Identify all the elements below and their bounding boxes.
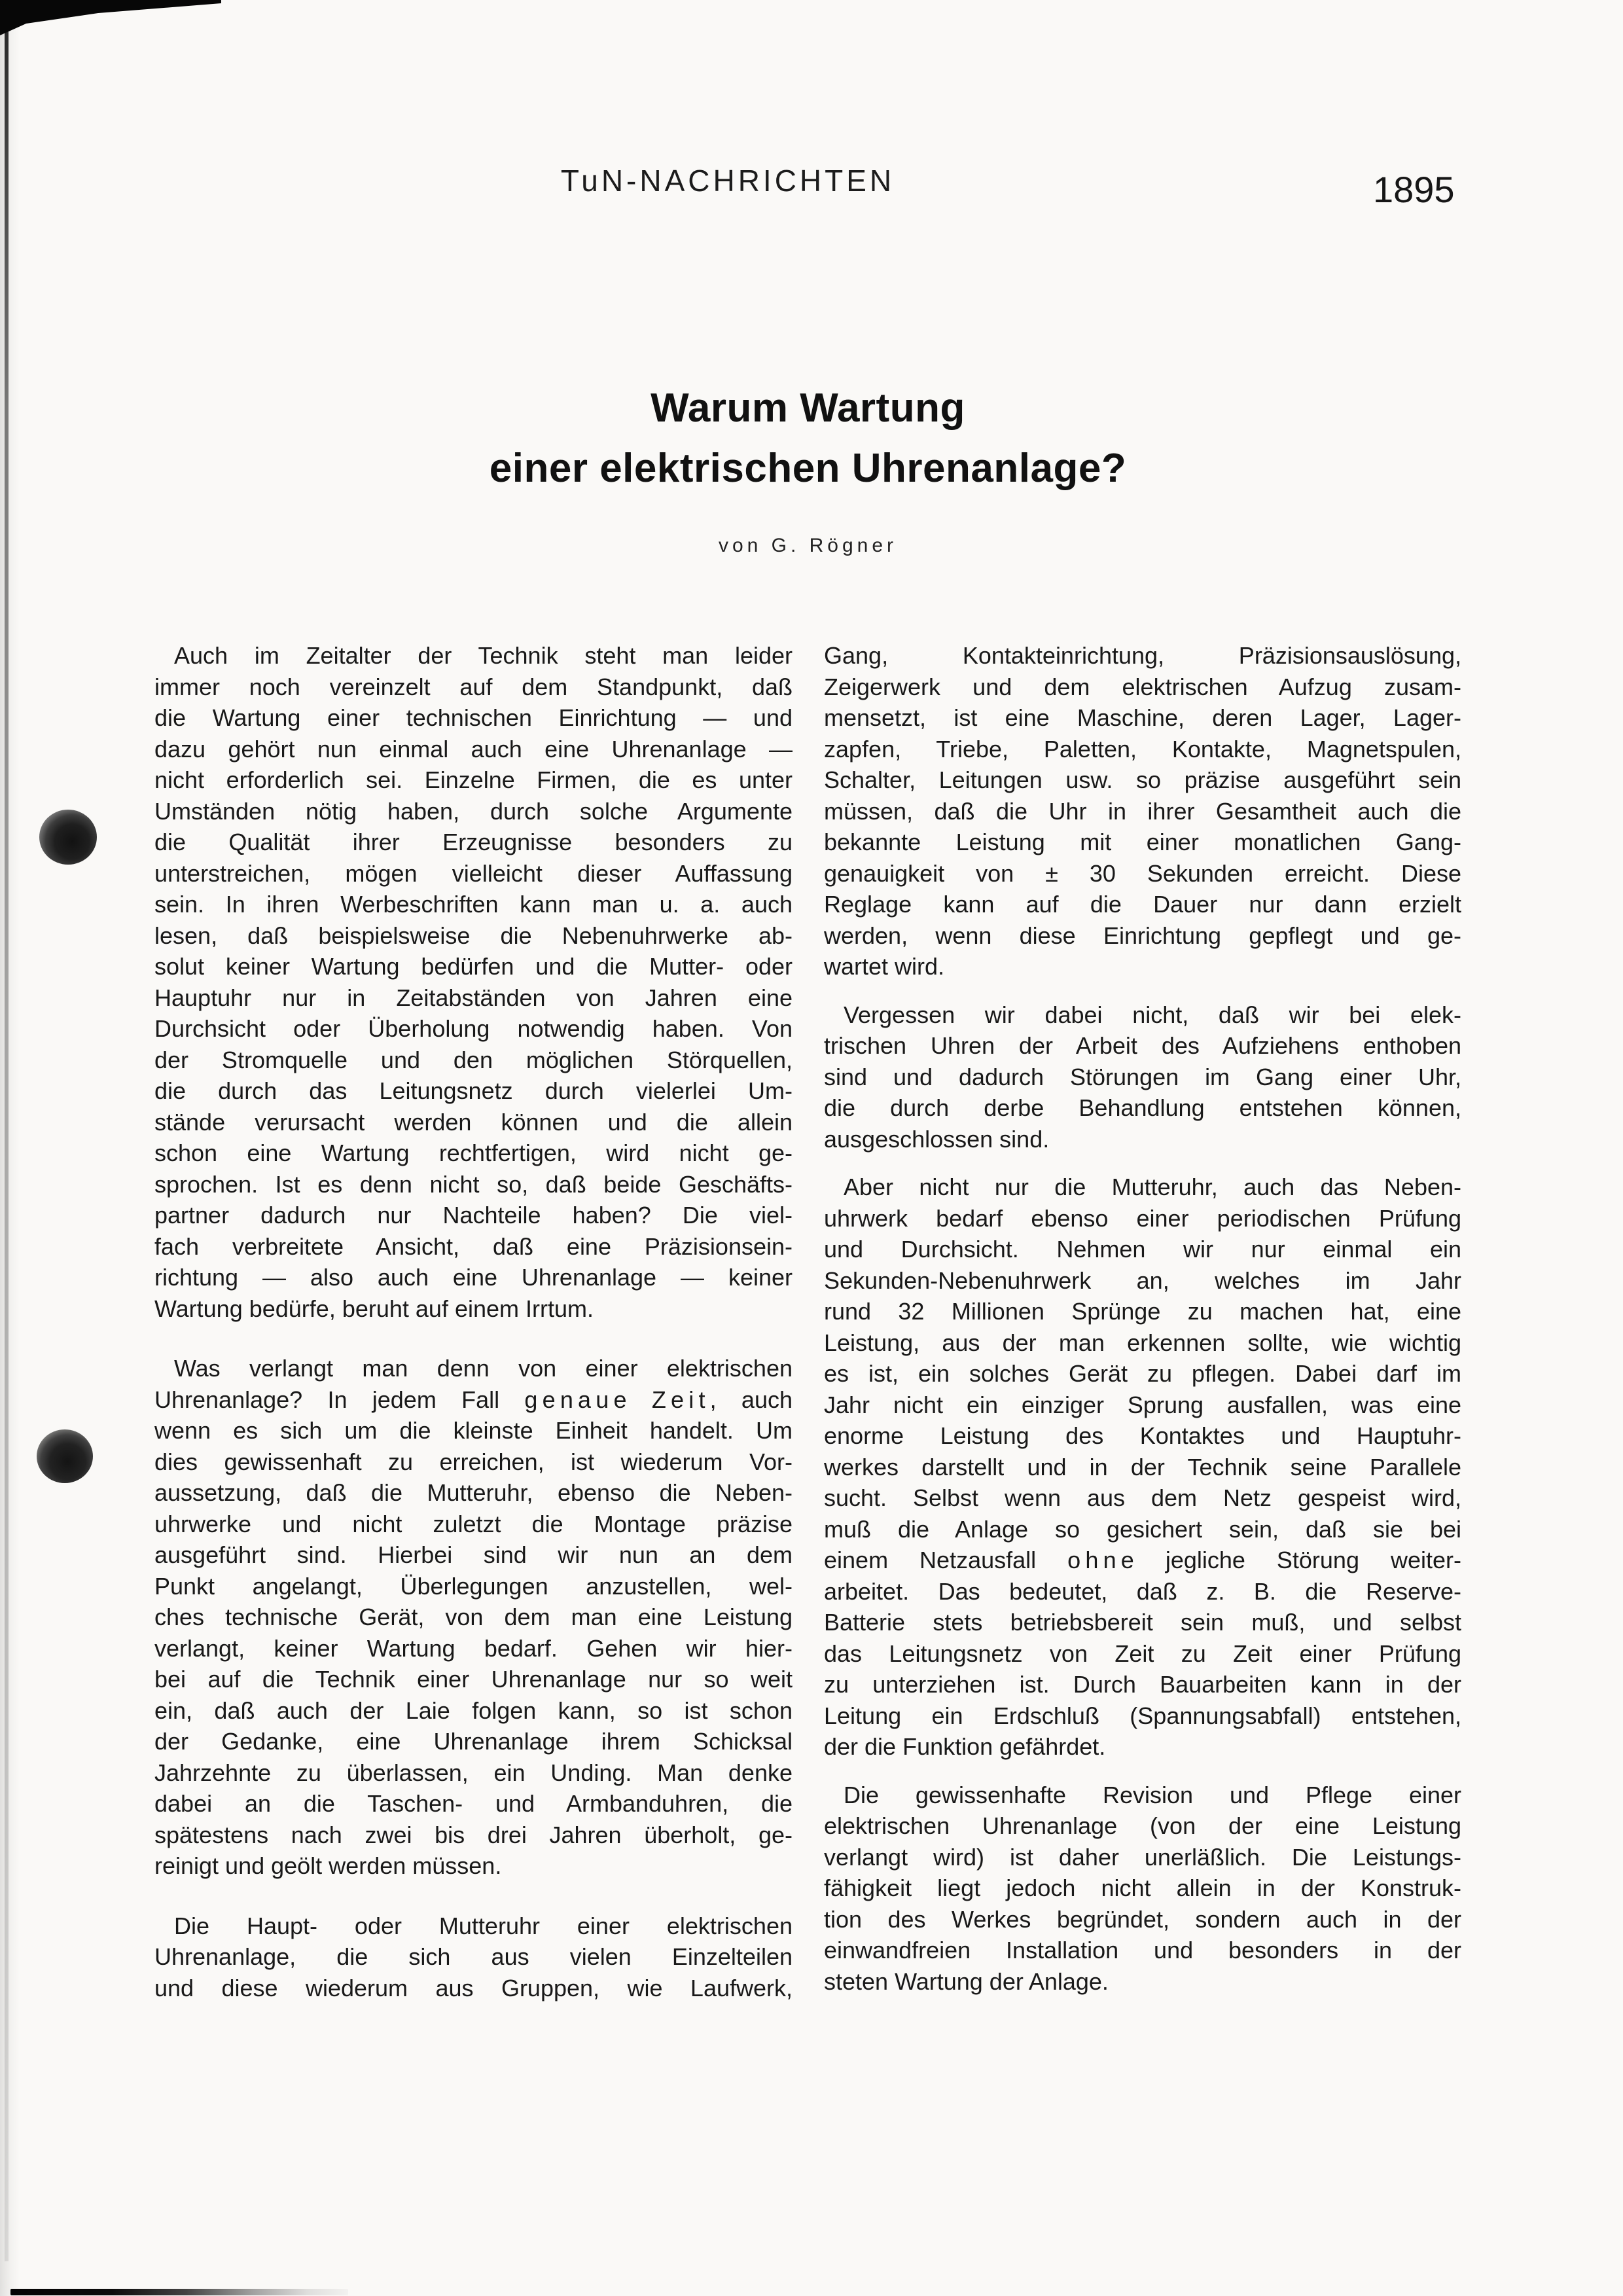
scan-corner-wedge: [0, 0, 223, 37]
text-line: uhrwerke und nicht zuletzt die Montage präzise: [154, 1510, 793, 1537]
text-line: verlangt wird) ist daher unerläßlich. Die Leistungs-: [824, 1843, 1461, 1871]
text-line: aussetzung, daß die Mutteruhr, ebenso die Neben-: [154, 1479, 793, 1506]
text-line: tion des Werkes begründet, sondern auch in der: [824, 1905, 1461, 1933]
hole-punch-bottom: [37, 1429, 93, 1483]
text-line: Die gewissenhafte Revision und Pflege einer: [844, 1781, 1461, 1808]
text-line: Jahrzehnte zu überlassen, ein Unding. Man denke: [154, 1759, 793, 1786]
text-line: Wartung bedürfe, beruht auf einem Irrtum.: [154, 1295, 594, 1322]
text-line: Batterie stets betriebsbereit sein muß, und selbst: [824, 1609, 1461, 1636]
text-line: ausgeführt sind. Hierbei sind wir nun an dem: [154, 1541, 793, 1568]
text-line: immer noch vereinzelt auf dem Standpunkt, daß: [154, 673, 793, 700]
text-column-right: [824, 640, 1461, 1997]
text-line: Leistung, aus der man erkennen sollte, wie wichtig: [824, 1329, 1461, 1356]
text-line: bei auf die Technik einer Uhrenanlage nur so weit: [154, 1666, 793, 1693]
paragraph: [824, 999, 1461, 1155]
hole-punch-top: [39, 810, 97, 865]
article-head: [154, 378, 1461, 559]
paragraph: [824, 1780, 1461, 1998]
paragraph: [824, 1172, 1461, 1763]
article-title-line-1: Warum Wartung: [651, 386, 965, 431]
text-line: rund 32 Millionen Sprünge zu machen hat, eine: [824, 1298, 1461, 1325]
text-line: ches technische Gerät, von dem man eine Leistung: [154, 1604, 793, 1630]
text-line: die Wartung einer technischen Einrichtung — und: [154, 704, 793, 731]
paragraph: [154, 640, 793, 1324]
text-line: stände verursacht werden können und die allein: [154, 1108, 793, 1136]
text-line: es ist, ein solches Gerät zu pflegen. Dabei darf im: [824, 1360, 1461, 1387]
text-line: die Qualität ihrer Erzeugnisse besonders zu: [154, 829, 793, 855]
text-line: sind und dadurch Störungen im Gang einer Uhr,: [824, 1063, 1461, 1090]
text-line: einwandfreien Installation und besonders in der: [824, 1937, 1461, 1964]
text-line: und diese wiederum aus Gruppen, wie Laufwerk,: [154, 1974, 793, 2001]
text-line: dies gewissenhaft zu erreichen, ist wiederum Vor-: [154, 1448, 793, 1475]
text-line: die durch derbe Behandlung entstehen können,: [824, 1094, 1461, 1121]
text-line: dazu gehört nun einmal auch eine Uhrenanlage —: [154, 735, 793, 762]
text-line: der Gedanke, eine Uhrenanlage ihrem Schicksal: [154, 1728, 793, 1755]
paragraph: [154, 1910, 793, 2004]
text-line: Die Haupt- oder Mutteruhr einer elektrischen: [174, 1912, 793, 1939]
text-line: sucht. Selbst wenn aus dem Netz gespeist wird,: [824, 1484, 1461, 1511]
text-line: müssen, daß die Uhr in ihrer Gesamtheit auch die: [824, 797, 1461, 825]
scan-edge-line: [5, 0, 9, 2261]
text-line: wartet wird.: [824, 953, 945, 980]
text-line: einem Netzausfall o h n e jegliche Störung weiter-: [824, 1547, 1461, 1573]
text-line: Gang, Kontakteinrichtung, Präzisionsauslösung,: [824, 642, 1461, 669]
text-line: Uhrenanlage? In jedem Fall g e n a u e Z e i t , auch: [154, 1386, 793, 1413]
text-line: genauigkeit von ± 30 Sekunden erreicht. Diese: [824, 859, 1461, 887]
article-byline: von G. Rögner: [718, 535, 898, 556]
text-line: lesen, daß beispielsweise die Nebenuhrwerke ab-: [154, 922, 793, 949]
text-line: fähigkeit liegt jedoch nicht allein in der Konstruk-: [824, 1874, 1461, 1901]
text-line: mensetzt, ist eine Maschine, deren Lager, Lager-: [824, 704, 1461, 731]
paragraph: [154, 1353, 793, 1882]
text-line: Jahr nicht ein einziger Sprung ausfallen, was eine: [824, 1391, 1461, 1418]
text-line: nicht erforderlich sei. Einzelne Firmen, die es unter: [154, 766, 793, 793]
text-line: werkes darstellt und in der Technik seine Parallele: [824, 1453, 1461, 1480]
text-line: arbeitet. Das bedeutet, daß z. B. die Reserve-: [824, 1577, 1461, 1605]
text-column-left: [154, 640, 793, 2003]
text-line: Uhrenanlage, die sich aus vielen Einzelteilen: [154, 1943, 793, 1970]
text-line: uhrwerk bedarf ebenso einer periodischen Prüfung: [824, 1204, 1461, 1232]
text-line: das Leitungsnetz von Zeit zu Zeit einer Prüfung: [824, 1640, 1461, 1667]
text-line: verlangt, keiner Wartung bedarf. Gehen wir hier-: [154, 1634, 793, 1662]
text-line: partner dadurch nur Nachteile haben? Die viel-: [154, 1202, 793, 1229]
text-line: unterstreichen, mögen vielleicht dieser Auffassung: [154, 859, 793, 887]
text-line: muß die Anlage so gesichert sein, daß sie bei: [824, 1515, 1461, 1543]
text-line: schon eine Wartung rechtfertigen, wird nicht ge-: [154, 1139, 793, 1166]
text-line: Zeigerwerk und dem elektrischen Aufzug zusam-: [824, 673, 1461, 700]
text-line: Reglage kann auf die Dauer nur dann erzielt: [824, 891, 1461, 918]
text-line: spätestens nach zwei bis drei Jahren überholt, ge-: [154, 1821, 793, 1848]
text-line: reinigt und geölt werden müssen.: [154, 1852, 502, 1879]
text-line: ein, daß auch der Laie folgen kann, so ist schon: [154, 1696, 793, 1724]
text-line: Leitung ein Erdschluß (Spannungsabfall) entstehen,: [824, 1702, 1461, 1729]
text-line: Schalter, Leitungen usw. so präzise ausgeführt sein: [824, 766, 1461, 793]
text-line: fach verbreitete Ansicht, daß eine Präzisionsein-: [154, 1232, 793, 1260]
text-line: Hauptuhr nur in Zeitabständen von Jahren eine: [154, 984, 793, 1011]
scan-edge-shadow: [0, 0, 20, 2296]
text-line: steten Wartung der Anlage.: [824, 1967, 1109, 1995]
text-line: und Durchsicht. Nehmen wir nur einmal ein: [824, 1236, 1461, 1263]
text-line: solut keiner Wartung bedürfen und die Mutter- oder: [154, 953, 793, 980]
text-line: Auch im Zeitalter der Technik steht man leider: [174, 642, 793, 669]
text-line: Punkt angelangt, Überlegungen anzustellen, wel-: [154, 1572, 793, 1600]
text-line: die durch das Leitungsnetz durch vielerlei Um-: [154, 1077, 793, 1104]
text-line: werden, wenn diese Einrichtung gepflegt und ge-: [824, 922, 1461, 949]
text-line: Sekunden-Nebenuhrwerk an, welches im Jahr: [824, 1266, 1461, 1294]
text-line: dabei an die Taschen- und Armbanduhren, die: [154, 1790, 793, 1817]
text-line: bekannte Leistung mit einer monatlichen Gang-: [824, 829, 1461, 855]
text-line: trischen Uhren der Arbeit des Aufziehens enthoben: [824, 1032, 1461, 1059]
text-line: richtung — also auch eine Uhrenanlage — keiner: [154, 1264, 793, 1291]
text-line: enorme Leistung des Kontaktes und Hauptuhr-: [824, 1422, 1461, 1449]
scan-bottom-bar: [10, 2289, 348, 2295]
text-line: Durchsicht oder Überholung notwendig haben. Von: [154, 1015, 793, 1042]
text-line: Vergessen wir dabei nicht, daß wir bei elek-: [844, 1001, 1461, 1028]
text-line: zapfen, Triebe, Paletten, Kontakte, Magnetspulen,: [824, 735, 1461, 762]
journal-title: TuN-NACHRICHTEN: [560, 164, 895, 198]
paragraph: [824, 640, 1461, 982]
text-line: Umständen nötig haben, durch solche Argumente: [154, 797, 793, 825]
text-line: zu unterziehen ist. Durch Bauarbeiten kann in der: [824, 1671, 1461, 1698]
text-line: der Stromquelle und den möglichen Störquellen,: [154, 1046, 793, 1073]
article-title-line-2: einer elektrischen Uhrenanlage?: [489, 446, 1127, 491]
text-line: der die Funktion gefährdet.: [824, 1733, 1106, 1760]
text-line: sprochen. Ist es denn nicht so, daß beide Geschäfts-: [154, 1170, 793, 1198]
text-line: Was verlangt man denn von einer elektrischen: [174, 1355, 793, 1382]
text-line: Aber nicht nur die Mutteruhr, auch das Neben-: [844, 1174, 1461, 1200]
text-line: ausgeschlossen sind.: [824, 1125, 1050, 1153]
text-line: sein. In ihren Werbeschriften kann man u. a. auch: [154, 891, 793, 918]
text-line: wenn es sich um die kleinste Einheit handelt. Um: [154, 1417, 793, 1444]
text-line: elektrischen Uhrenanlage (von der eine Leistung: [824, 1812, 1461, 1839]
page-number: 1895: [1373, 169, 1455, 210]
